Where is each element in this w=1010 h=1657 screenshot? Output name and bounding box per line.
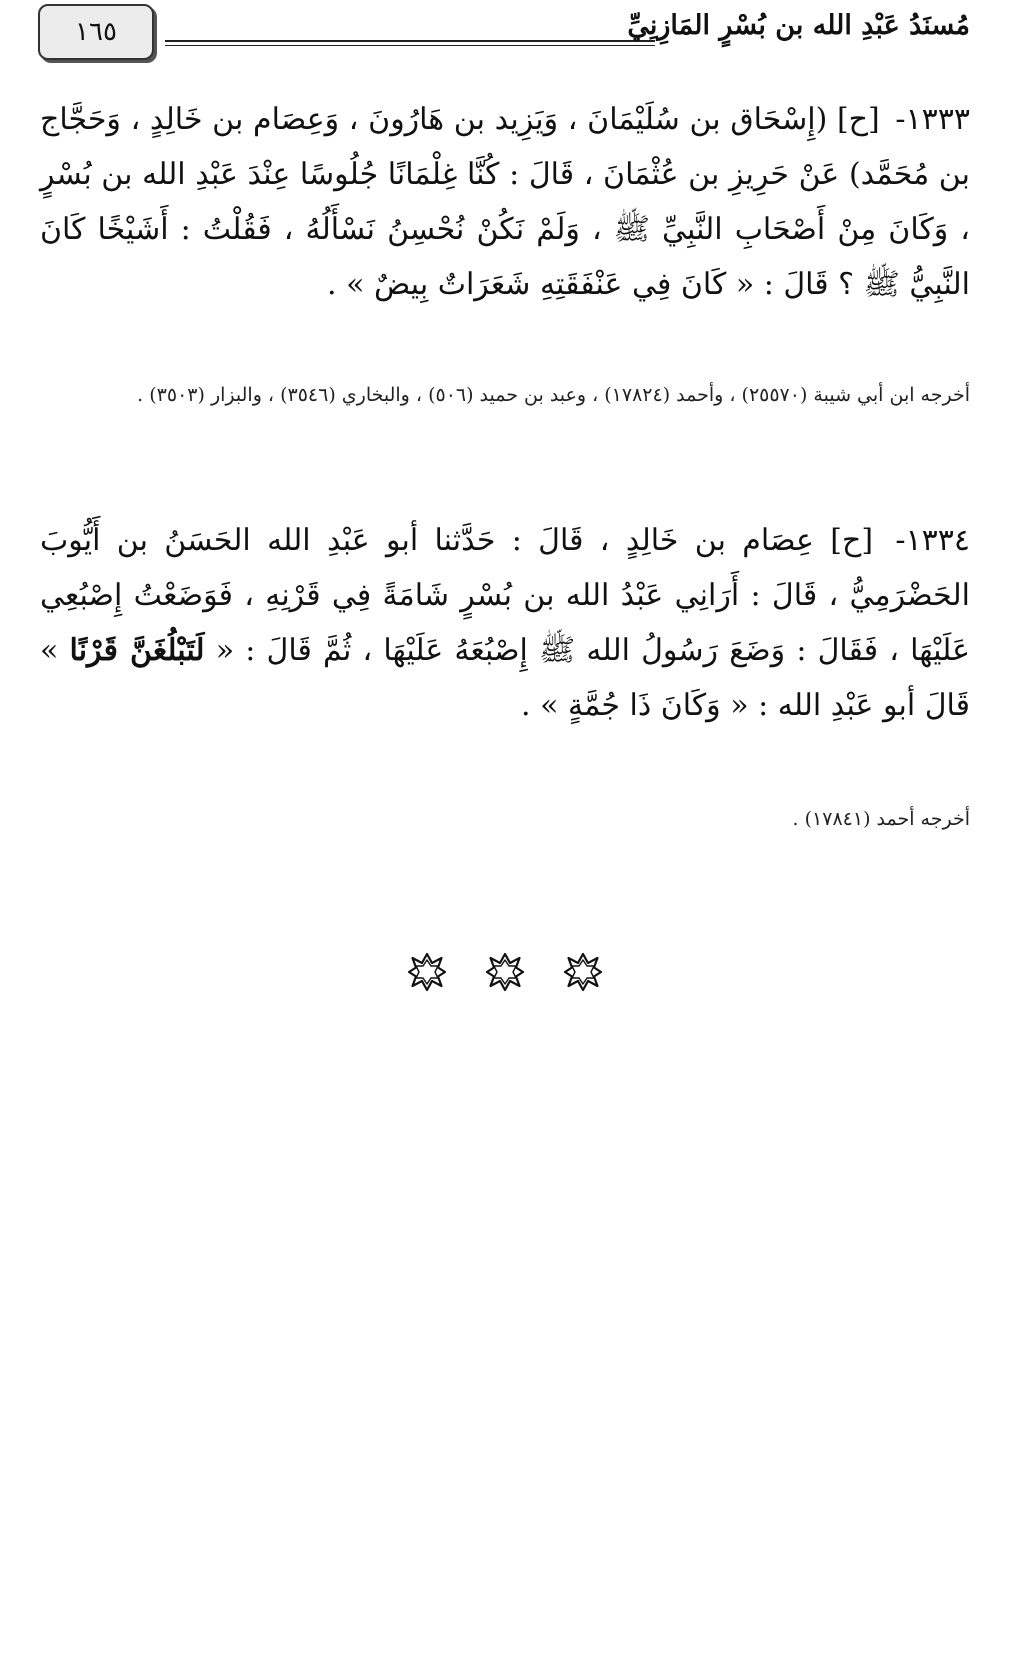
hadith-1333 [40,92,970,312]
hadith-number: ١٣٣٤- [895,523,970,558]
header-rule [165,40,655,42]
takhrij-1333: أخرجه ابن أبي شيبة (٢٥٥٧٠) ، وأحمد (١٧٨٢٤) ، وعبد بن حميد (٥٠٦) ، والبخاري (٣٥٤٦) ، والبزار (٣٥٠٣) . [137,384,970,406]
page-header [0,0,1010,70]
octagram-star-icon [407,952,447,992]
running-title: مُسنَدُ عَبْدِ الله بن بُسْرٍ المَازِنِيِّ [627,10,970,41]
hadith-1334 [40,513,970,733]
hadith-text: [ح] عِصَام بن خَالِدٍ ، قَالَ : حَدَّثنا أبو عَبْدِ الله الحَسَنُ بن أَيُّوبَ الحَضْرَمِيُّ ، قَالَ : أَرَانِي عَبْدُ الله بن بُسْرٍ شَامَةً فِي قَرْنِهِ ، فَوَضَعْتُ إِصْبُعِي عَلَيْهَا ، فَقَالَ : وَضَعَ رَسُولُ الله ﷺ إِصْبُعَهُ عَلَيْهَا ، ثُمَّ قَالَ : « [40,523,970,668]
prophetic-quote: لَتَبْلُغَنَّ قَرْنًا [69,633,205,668]
hadith-number: ١٣٣٣- [895,102,970,137]
header-rule-thin [165,45,655,46]
octagram-star-icon [563,952,603,992]
hadith-text-end: » قَالَ أبو عَبْدِ الله : « وَكَانَ ذَا جُمَّةٍ » . [40,633,970,723]
takhrij-1334: أخرجه أحمد (١٧٨٤١) . [792,808,970,830]
hadith-text: [ح] (إِسْحَاق بن سُلَيْمَانَ ، وَيَزِيد بن هَارُونَ ، وَعِصَام بن خَالِدٍ ، وَحَجَّاج بن مُحَمَّد) عَنْ حَرِيزِ بن عُثْمَانَ ، قَالَ : كُنَّا غِلْمَانًا جُلُوسًا عِنْدَ عَبْدِ الله بن بُسْرٍ ، وَكَانَ مِنْ أَصْحَابِ النَّبِيِّ ﷺ ، وَلَمْ نَكُنْ نُحْسِنُ نَسْأَلُهُ ، فَقُلْتُ : أَشَيْخًا كَانَ النَّبِيُّ ﷺ ؟ قَالَ : « كَانَ فِي عَنْفَقَتِهِ شَعَرَاتٌ بِيضٌ » . [40,102,970,302]
page-number-box [38,4,154,60]
octagram-star-icon [485,952,525,992]
page-number: ١٦٥ [75,17,117,47]
section-divider-ornaments [0,952,1010,992]
